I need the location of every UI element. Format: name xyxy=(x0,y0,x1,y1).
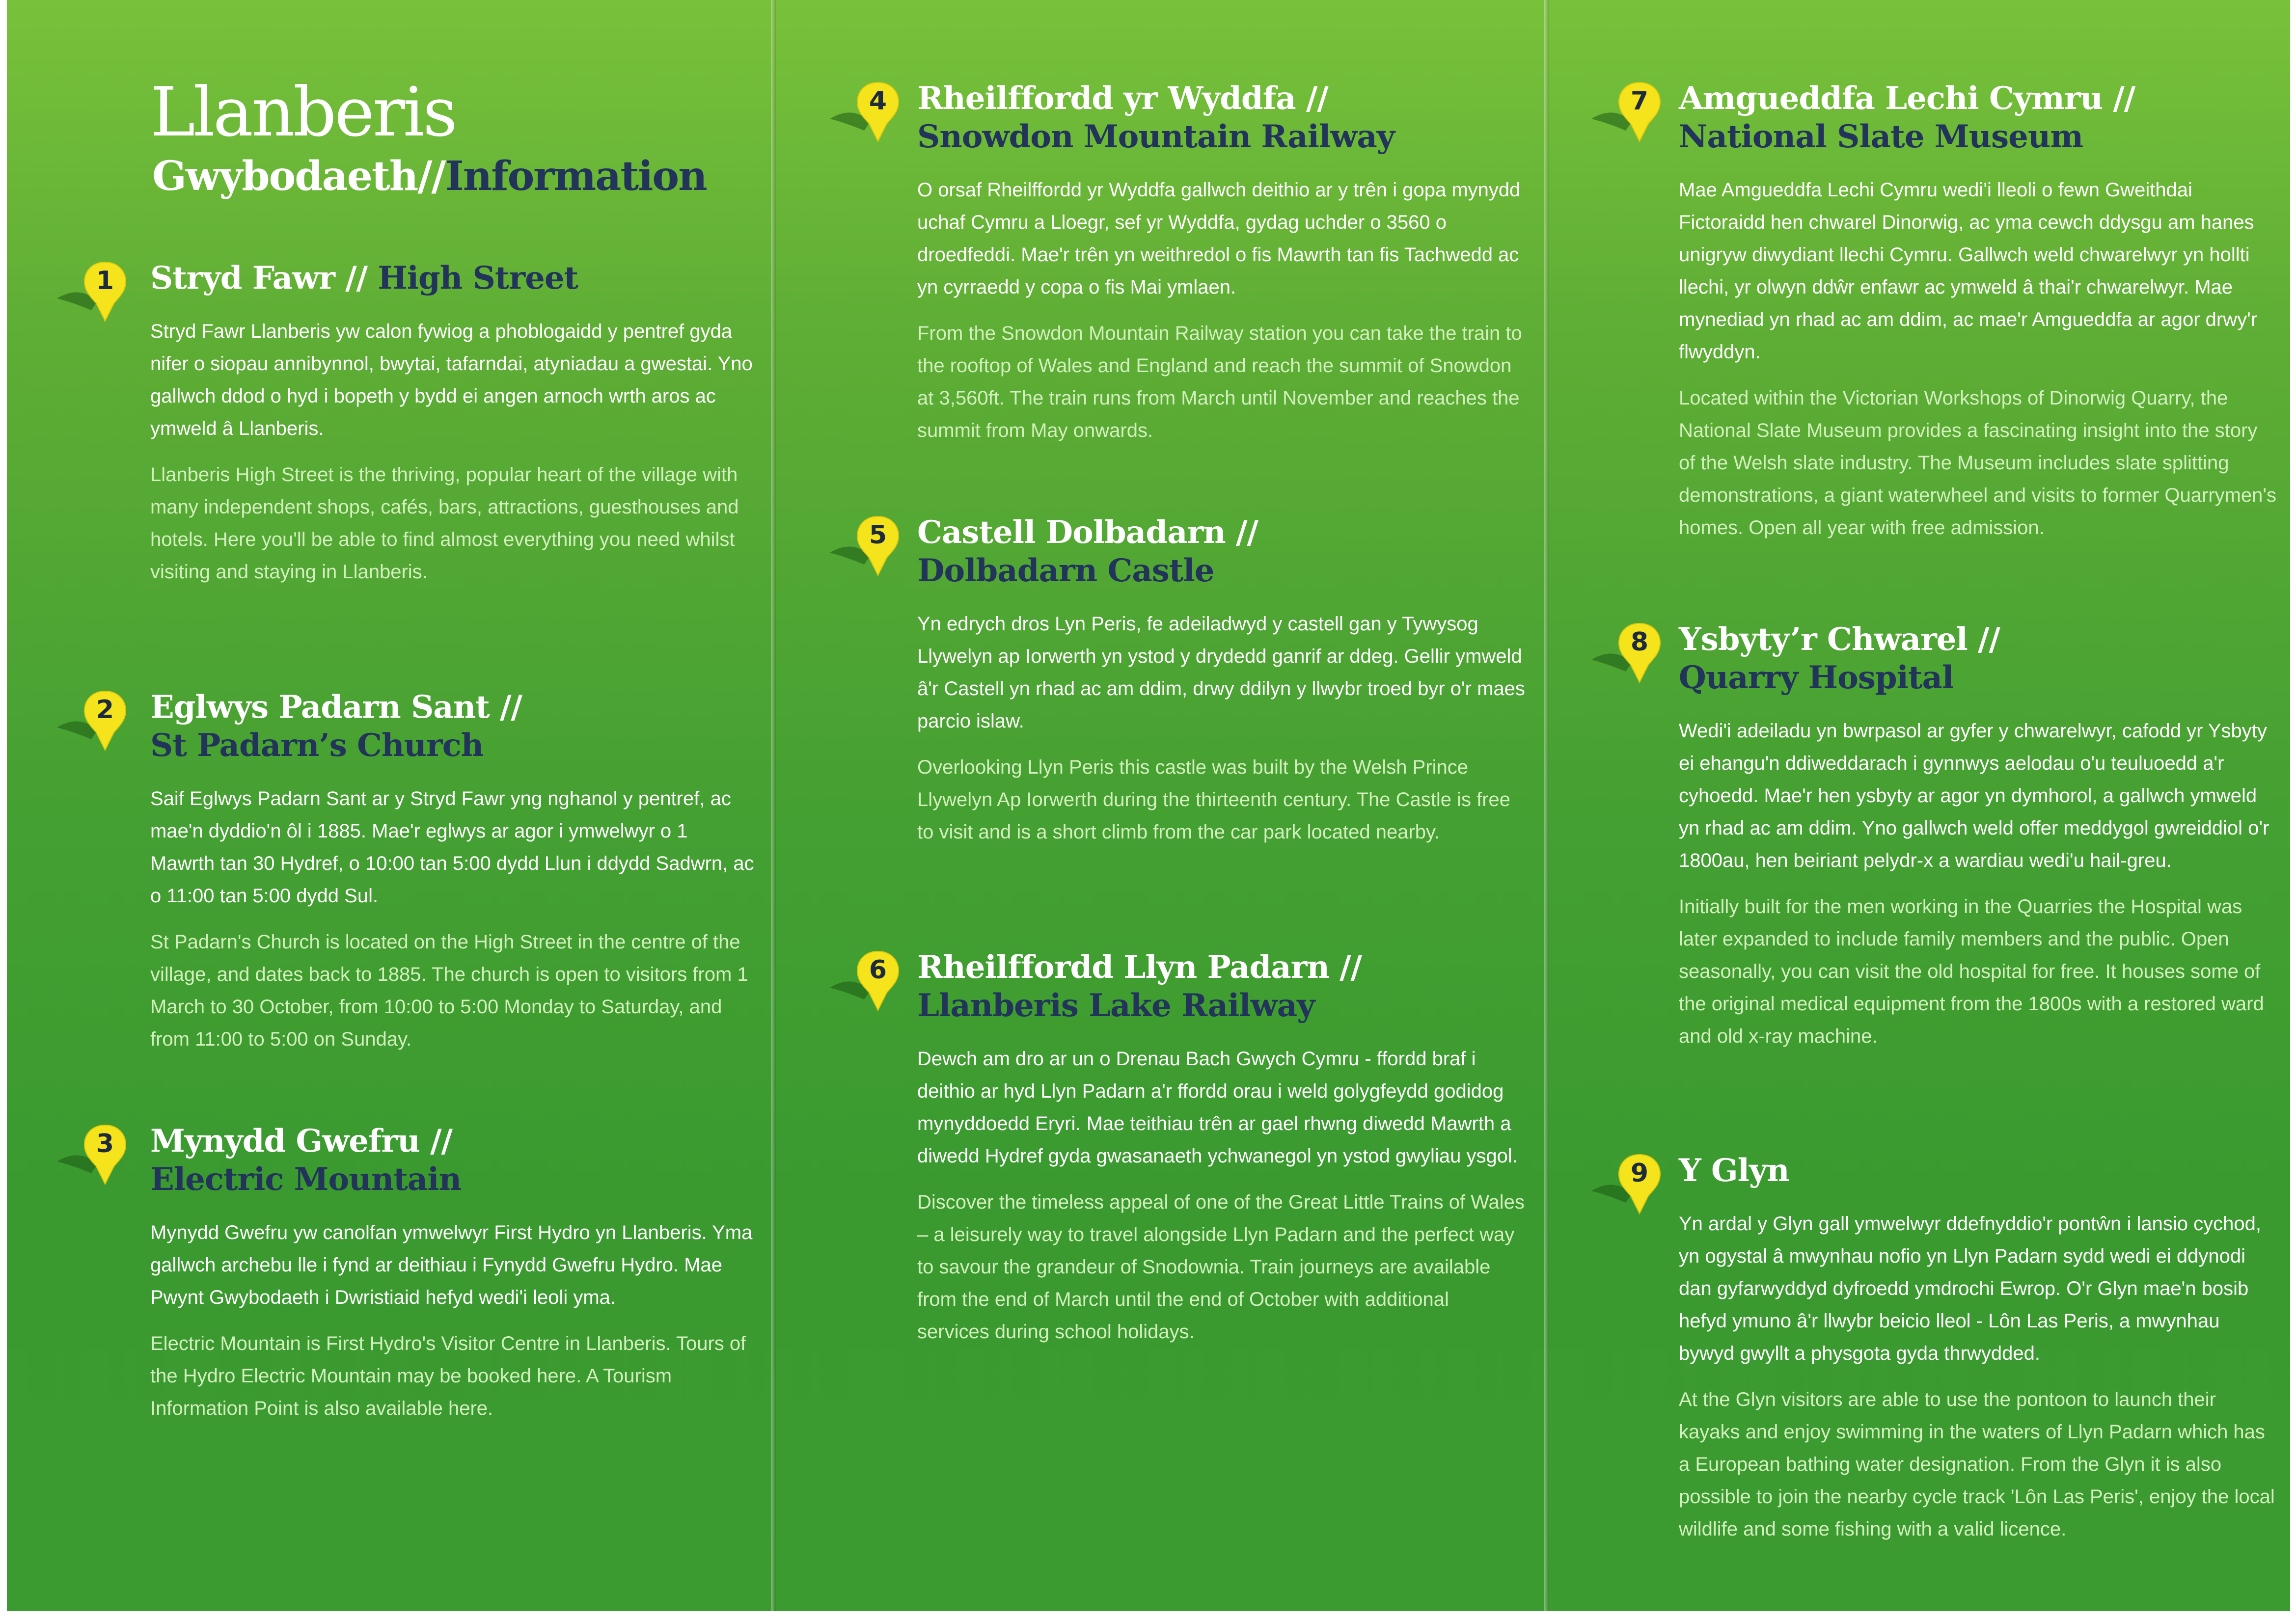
paragraph-english: At the Glyn visitors are able to use the pontoon to launch their kayaks and enjoy swimming in the waters of Llyn Padarn which has a European bathing water designation. From the Glyn it is also possible to join the nearby cycle track 'Lôn Las Peris', enjoy the local wildlife and some fishing with a valid licence. xyxy=(1679,1389,2275,1540)
map-pin-icon xyxy=(82,688,128,751)
title-english: Electric Mountain xyxy=(150,1161,462,1198)
page-title: Llanberis xyxy=(150,73,456,152)
section-body xyxy=(917,174,1526,447)
paragraph-welsh: Dewch am dro ar un o Drenau Bach Gwych Cymru - ffordd braf i deithio ar hyd Llyn Padarn a'r ffordd orau i weld golygfeydd godidog mynyddoedd Eryri. Mae teithiau trên ar gael rhwng diwedd Mawrth a diwedd Hydref gyda gwasanaeth ychwanegol yn ystod gwyliau ysgol. xyxy=(917,1048,1518,1167)
paragraph-english: St Padarn's Church is located on the High Street in the centre of the village, and dates back to 1885. The church is open to visitors from 1 March to 30 October, from 10:00 to 5:00 Monday to Saturday, and from 11:00 to 5:00 on Sunday. xyxy=(150,931,748,1050)
paragraph-welsh: Yn edrych dros Lyn Peris, fe adeiladwyd y castell gan y Tywysog Llywelyn ap Iorwerth yn ystod y drydedd ganrif ar ddeg. Gellir ymweld â'r Castell yn rhad ac am ddim, drwy ddilyn y llwybr troed byr o'r maes parcio islaw. xyxy=(917,613,1525,732)
title-welsh: Eglwys Padarn Sant xyxy=(150,689,490,726)
pin-number: 6 xyxy=(869,955,887,985)
section-body xyxy=(917,608,1526,848)
paragraph-english: From the Snowdon Mountain Railway station you can take the train to the rooftop of Wales and England and reach the summit of Snowdon at 3,560ft. The train runs from March until November and reaches the summit from May onwards. xyxy=(917,323,1522,441)
title-separator: // xyxy=(1236,514,1258,551)
pin-number: 7 xyxy=(1630,86,1649,116)
section-body xyxy=(1679,715,2278,1052)
map-pin-icon xyxy=(855,513,901,576)
section-body xyxy=(1679,174,2278,544)
title-welsh: Y Glyn xyxy=(1679,1152,1789,1189)
pin-number: 4 xyxy=(869,86,887,116)
map-pin-icon xyxy=(82,259,128,322)
title-english: Quarry Hospital xyxy=(1679,659,1954,696)
section-title xyxy=(1679,1152,2278,1190)
title-welsh: Ysbyty’r Chwarel xyxy=(1679,621,1968,658)
section-body xyxy=(1679,1208,2278,1545)
title-english: National Slate Museum xyxy=(1679,118,2083,155)
title-english: High Street xyxy=(378,260,578,297)
paragraph-english: Discover the timeless appeal of one of the Great Little Trains of Wales – a leisurely way to travel alongside Llyn Padarn and the perfect way to savour the grandeur of Snodownia. Train journeys are available from the end of March until the end of October with additional services during school holidays. xyxy=(917,1191,1525,1343)
section-title xyxy=(150,688,754,765)
section-title xyxy=(1679,620,2278,697)
title-welsh: Amgueddfa Lechi Cymru xyxy=(1679,80,2103,117)
section-title xyxy=(150,259,754,297)
section-title xyxy=(1679,80,2278,156)
section-body xyxy=(917,1043,1526,1348)
title-welsh: Mynydd Gwefru xyxy=(150,1123,420,1160)
section-body xyxy=(150,782,754,1055)
title-separator: // xyxy=(2113,80,2135,117)
pin-number: 9 xyxy=(1630,1159,1649,1188)
map-pin-icon xyxy=(1617,620,1662,683)
paragraph-english: Llanberis High Street is the thriving, popular heart of the village with many independent shops, cafés, bars, attractions, guesthouses and hotels. Here you'll be able to find almost everything you need whilst visiting and staying in Llanberis. xyxy=(150,464,739,583)
map-pin-icon xyxy=(82,1122,128,1185)
section-title xyxy=(150,1122,754,1199)
title-separator: // xyxy=(1339,949,1362,986)
title-english: St Padarn’s Church xyxy=(150,727,484,764)
leaflet-sheet xyxy=(7,0,2290,1611)
paragraph-welsh: Wedi'i adeiladu yn bwrpasol ar gyfer y chwarelwyr, cafodd yr Ysbyty ei ehangu'n ddiweddarach i gynnwys aelodau o'u teuluoedd a'r cyhoedd. Mae'r hen ysbyty ar agor yn dymhorol, a gallwch ymweld yn rhad ac am ddim. Yno gallwch weld offer meddygol gwreiddiol o'r 1800au, hen beiriant pelydr-x a wardiau wedi'u hail-greu. xyxy=(1679,720,2269,871)
title-welsh: Castell Dolbadarn xyxy=(917,514,1226,551)
fold-line xyxy=(771,0,776,1611)
pin-number: 3 xyxy=(96,1129,114,1159)
paragraph-welsh: Stryd Fawr Llanberis yw calon fywiog a phoblogaidd y pentref gyda nifer o siopau annibynnol, bwytai, tafarndai, atyniadau a gwestai. Yno gallwch ddod o hyd i bopeth y bydd ei angen arnoch wrth aros ac ymweld â Llanberis. xyxy=(150,321,753,439)
paragraph-english: Initially built for the men working in the Quarries the Hospital was later expanded to include family members and the public. Open seasonally, you can visit the old hospital for free. It houses some of the original medical equipment from the 1800s with a restored ward and old x-ray machine. xyxy=(1679,896,2264,1047)
map-pin-icon xyxy=(1617,1152,1662,1214)
panel-middle xyxy=(776,0,1544,1611)
title-separator: // xyxy=(1306,80,1328,117)
page-subtitle xyxy=(152,153,707,200)
title-welsh: Rheilffordd yr Wyddfa xyxy=(917,80,1296,117)
section-body xyxy=(150,1216,754,1425)
pin-number: 8 xyxy=(1630,627,1649,657)
panel-left xyxy=(7,0,771,1611)
pin-number: 5 xyxy=(869,520,887,550)
section-body xyxy=(150,315,754,588)
map-pin-icon xyxy=(855,948,901,1011)
title-separator: // xyxy=(500,689,522,726)
paragraph-welsh: O orsaf Rheilffordd yr Wyddfa gallwch deithio ar y trên i gopa mynydd uchaf Cymru a Lloegr, sef yr Wyddfa, gydag uchder o 3560 o droedfeddi. Mae'r trên yn weithredol o fis Mawrth tan fis Tachwedd ac yn cyrraedd y copa o fis Mai ymlaen. xyxy=(917,179,1521,298)
section-title xyxy=(917,513,1526,590)
panel-right xyxy=(1549,0,2290,1611)
paragraph-welsh: Mynydd Gwefru yw canolfan ymwelwyr First Hydro yn Llanberis. Yma gallwch archebu lle i fynd ar deithiau i Fynydd Gwefru Hydro. Mae Pwynt Gwybodaeth i Dwristiaid hefyd wedi'i leoli yma. xyxy=(150,1222,753,1308)
paragraph-english: Located within the Victorian Workshops of Dinorwig Quarry, the National Slate Museum provides a fascinating insight into the story of the Welsh slate industry. The Museum includes slate splitting demonstrations, a giant waterwheel and visits to former Quarrymen's homes. Open all year with free admission. xyxy=(1679,387,2277,539)
title-separator: // xyxy=(345,260,367,297)
title-english: Llanberis Lake Railway xyxy=(917,987,1315,1024)
subtitle-separator: // xyxy=(417,153,445,200)
fold-line xyxy=(1544,0,1549,1611)
title-welsh: Rheilffordd Llyn Padarn xyxy=(917,949,1329,986)
section-title xyxy=(917,80,1526,156)
paragraph-welsh: Saif Eglwys Padarn Sant ar y Stryd Fawr yng nghanol y pentref, ac mae'n dyddio'n ôl i 1885. Mae'r eglwys ar agor i ymwelwyr o 1 Mawrth tan 30 Hydref, o 10:00 tan 5:00 dydd Llun i ddydd Sadwrn, ac o 11:00 tan 5:00 dydd Sul. xyxy=(150,788,754,907)
title-separator: // xyxy=(1978,621,2000,658)
subtitle-english: Information xyxy=(445,153,707,200)
title-separator: // xyxy=(430,1123,452,1160)
title-english: Snowdon Mountain Railway xyxy=(917,118,1395,155)
map-pin-icon xyxy=(855,80,901,142)
pin-number: 1 xyxy=(96,266,114,296)
subtitle-welsh: Gwybodaeth xyxy=(152,153,418,200)
paragraph-welsh: Yn ardal y Glyn gall ymwelwyr ddefnyddio'r pontŵn i lansio cychod, yn ogystal â mwynhau nofio yn Llyn Padarn sydd wedi ei ddynodi dan gyfarwyddyd dyfroedd ymdrochi Ewrop. O'r Glyn mae'n bosib hefyd ymuno â'r llwybr beicio lleol - Lôn Las Peris, a mwynhau bywyd gwyllt a physgota gyda thrwydded. xyxy=(1679,1213,2261,1364)
title-welsh: Stryd Fawr xyxy=(150,260,335,297)
paragraph-english: Electric Mountain is First Hydro's Visitor Centre in Llanberis. Tours of the Hydro Electric Mountain may be booked here. A Tourism Information Point is also available here. xyxy=(150,1333,746,1419)
section-title xyxy=(917,948,1526,1025)
pin-number: 2 xyxy=(96,695,114,725)
map-pin-icon xyxy=(1617,80,1662,142)
paragraph-welsh: Mae Amgueddfa Lechi Cymru wedi'i lleoli o fewn Gweithdai Fictoraidd hen chwarel Dinorwig, ac yma cewch ddysgu am hanes unigryw diwydiant llechi Cymru. Gallwch weld chwarelwyr yn hollti llechi, yr olwyn ddŵr enfawr ac ymweld â thai'r chwarelwyr. Mae mynediad yn rhad ac am ddim, ac mae'r Amgueddfa ar agor drwy'r flwyddyn. xyxy=(1679,179,2258,363)
title-english: Dolbadarn Castle xyxy=(917,552,1214,589)
paragraph-english: Overlooking Llyn Peris this castle was built by the Welsh Prince Llywelyn Ap Iorwerth during the thirteenth century. The Castle is free to visit and is a short climb from the car park located nearby. xyxy=(917,756,1511,843)
